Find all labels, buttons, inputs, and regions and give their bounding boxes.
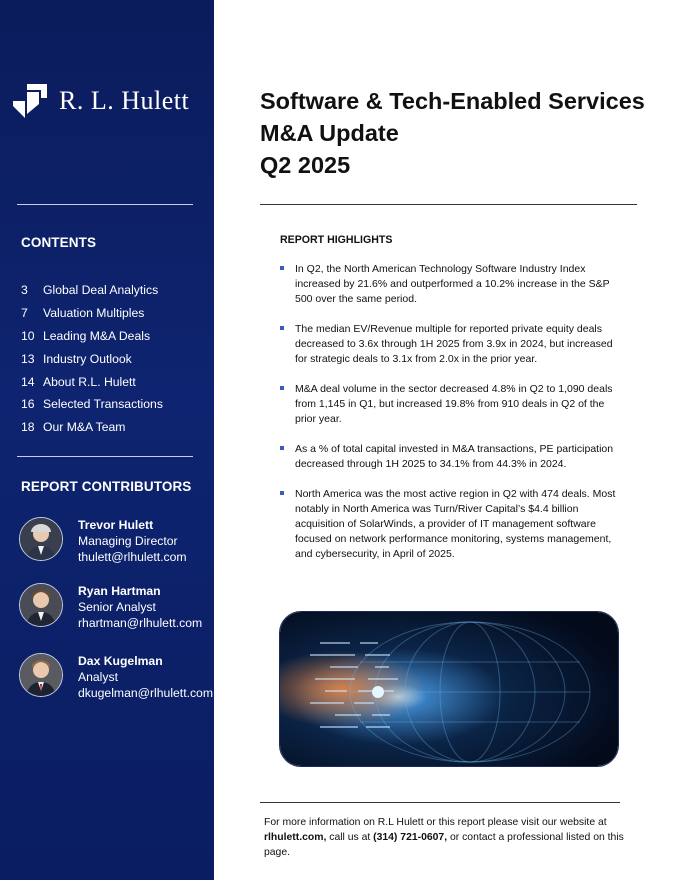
contents-item[interactable] (21, 347, 163, 370)
highlight-item: As a % of total capital invested in M&A transactions, PE participation decreased through 1H 2025 to 34.1% from 44.3% in 2024. (280, 442, 620, 472)
contributor-email[interactable]: dkugelman@rlhulett.com (78, 686, 213, 700)
contributor-card (19, 583, 202, 631)
contents-label: About R.L. Hulett (43, 374, 136, 389)
contents-label: Valuation Multiples (43, 306, 145, 321)
contributor-role: Analyst (78, 670, 118, 684)
contributor-card (19, 653, 213, 701)
contents-item[interactable] (21, 370, 163, 393)
report-title (260, 85, 645, 181)
contents-page-number: 3 (21, 283, 28, 298)
title-line: Software & Tech-Enabled Services (260, 88, 645, 114)
company-name: R. L. Hulett (59, 86, 190, 115)
avatar (19, 653, 63, 697)
highlight-item: North America was the most active region in Q2 with 474 deals. Most notably in North America was Turn/River Capital’s $4.4 billion acquisition of SolarWinds, a provider of IT management software focused on network performance monitoring, systems management, and cybersecurity, in April of 2025. (280, 487, 620, 562)
contents-item[interactable] (21, 416, 163, 439)
highlight-item: In Q2, the North American Technology Software Industry Index increased by 21.6% and outperformed a 10.2% increase in the S&P 500 over the same period. (280, 262, 620, 307)
title-line: M&A Update (260, 120, 399, 146)
footer-divider (260, 802, 620, 803)
highlight-item: M&A deal volume in the sector decreased 4.8% in Q2 to 1,090 deals from 1,145 in Q1, but increased 19.8% from 910 deals in Q2 of the prior year. (280, 382, 620, 427)
contents-item[interactable] (21, 325, 163, 348)
contents-item[interactable] (21, 393, 163, 416)
avatar (19, 517, 63, 561)
contents-item[interactable] (21, 279, 163, 302)
contributor-email[interactable]: thulett@rlhulett.com (78, 550, 187, 564)
contributor-name: Ryan Hartman (78, 584, 161, 598)
contents-page-number: 14 (21, 374, 35, 389)
contributor-name: Dax Kugelman (78, 654, 163, 668)
contents-heading: CONTENTS (21, 235, 97, 250)
phone-number[interactable]: (314) 721-0607, (373, 832, 448, 843)
contributor-name: Trevor Hulett (78, 518, 154, 532)
bullet-icon (280, 491, 284, 495)
title-divider (260, 204, 637, 205)
contents-item[interactable] (21, 302, 163, 325)
rl-hulett-logo-icon (13, 84, 47, 118)
contributor-role: Managing Director (78, 534, 178, 548)
contents-page-number: 13 (21, 351, 35, 366)
avatar (19, 583, 63, 627)
sidebar-divider (17, 204, 193, 205)
bullet-icon (280, 386, 284, 390)
sidebar (0, 0, 214, 880)
company-logo[interactable] (13, 84, 189, 118)
highlights-list (280, 262, 620, 577)
highlight-item: The median EV/Revenue multiple for reported private equity deals decreased to 3.6x through 1H 2025 from 3.9x in 2024, but increased for strategic deals to 3.1x from 2.0x in the prior year. (280, 322, 620, 367)
contributor-email[interactable]: rhartman@rlhulett.com (78, 616, 203, 630)
title-line: Q2 2025 (260, 152, 351, 178)
contents-page-number: 7 (21, 306, 28, 321)
contents-page-number: 18 (21, 420, 35, 435)
contents-label: Selected Transactions (43, 397, 163, 412)
bullet-icon (280, 266, 284, 270)
website-link[interactable]: rlhulett.com, (264, 832, 327, 843)
contributor-card (19, 517, 187, 565)
highlights-heading: REPORT HIGHLIGHTS (280, 234, 393, 246)
contents-list (21, 279, 163, 439)
contributors-heading: REPORT CONTRIBUTORS (21, 479, 192, 494)
bullet-icon (280, 446, 284, 450)
contributor-role: Senior Analyst (78, 600, 156, 614)
hero-image (279, 611, 619, 767)
sidebar-divider (17, 456, 193, 457)
contents-page-number: 16 (21, 397, 35, 412)
contents-label: Leading M&A Deals (43, 328, 151, 343)
contents-label: Industry Outlook (43, 351, 132, 366)
contents-label: Our M&A Team (43, 420, 126, 435)
bullet-icon (280, 326, 284, 330)
contents-label: Global Deal Analytics (43, 283, 159, 298)
contents-page-number: 10 (21, 328, 35, 343)
footer-contact: For more information on R.L Hulett or this report please visit our website at rlhulett.com, call us at (314) 721-0607, or contact a professional listed on this page. (264, 817, 624, 858)
